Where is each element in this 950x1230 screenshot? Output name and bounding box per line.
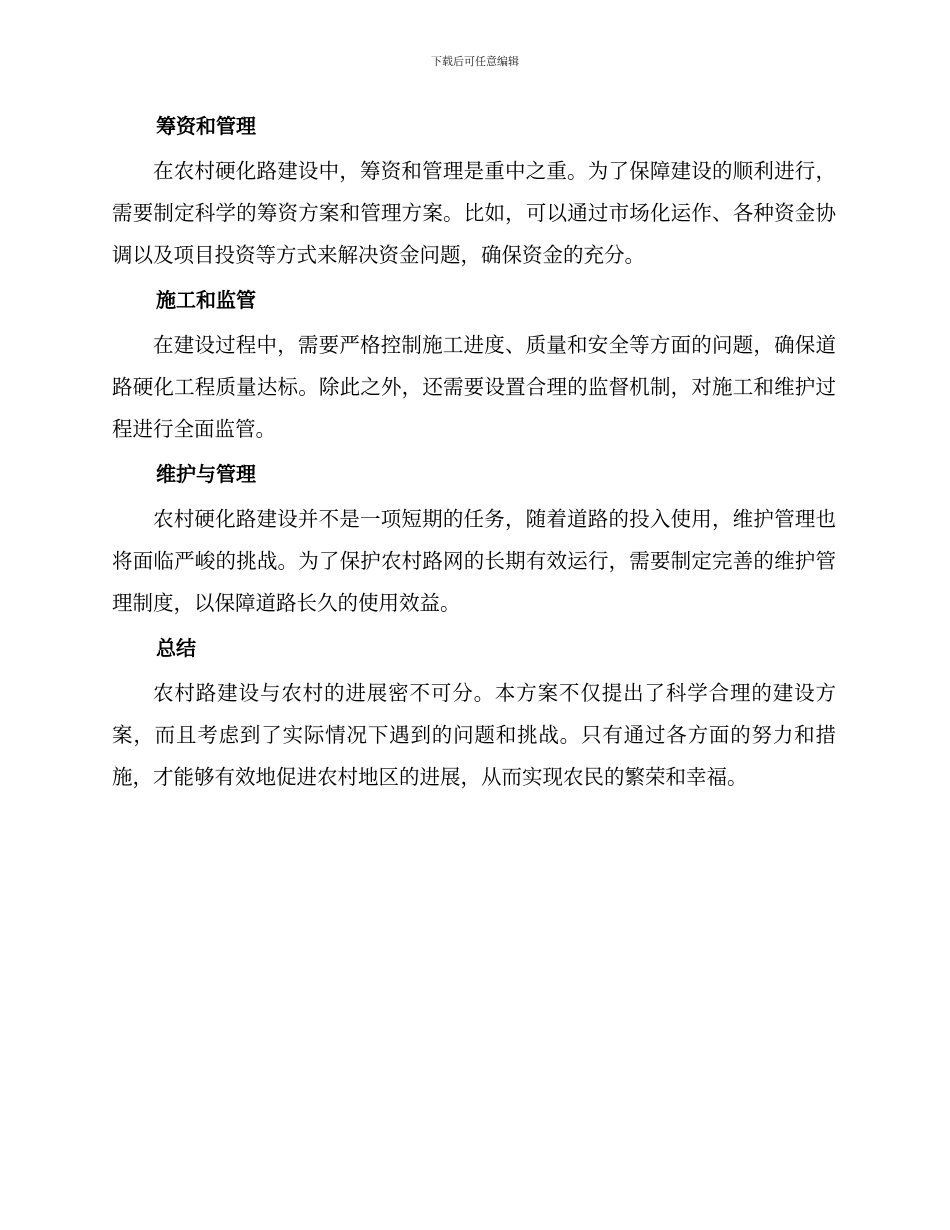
section-fundraising: [112, 108, 836, 276]
section-paragraph: 在农村硬化路建设中，筹资和管理是重中之重。为了保障建设的顺利进行，需要制定科学的筹资方案和管理方案。比如，可以通过市场化运作、各种资金协调以及项目投资等方式来解决资金问题，确保资金的充分。: [112, 159, 836, 267]
section-summary: [112, 630, 836, 798]
document-body: [112, 108, 836, 804]
section-construction: [112, 282, 836, 450]
section-paragraph: 农村硬化路建设并不是一项短期的任务，随着道路的投入使用，维护管理也将面临严峻的挑战。为了保护农村路网的长期有效运行，需要制定完善的维护管理制度，以保障道路长久的使用效益。: [112, 507, 836, 615]
section-paragraph: 在建设过程中，需要严格控制施工进度、质量和安全等方面的问题，确保道路硬化工程质量达标。除此之外，还需要设置合理的监督机制，对施工和维护过程进行全面监管。: [112, 333, 836, 441]
section-maintenance: [112, 456, 836, 624]
section-heading: 维护与管理: [156, 462, 256, 486]
page-header: 下载后可任意编辑: [431, 55, 519, 68]
section-heading: 总结: [156, 636, 196, 660]
section-paragraph: 农村路建设与农村的进展密不可分。本方案不仅提出了科学合理的建设方案，而且考虑到了实际情况下遇到的问题和挑战。只有通过各方面的努力和措施，才能够有效地促进农村地区的进展，从而实现农民的繁荣和幸福。: [112, 681, 836, 789]
section-heading: 施工和监管: [156, 288, 256, 312]
section-heading: 筹资和管理: [156, 114, 256, 138]
